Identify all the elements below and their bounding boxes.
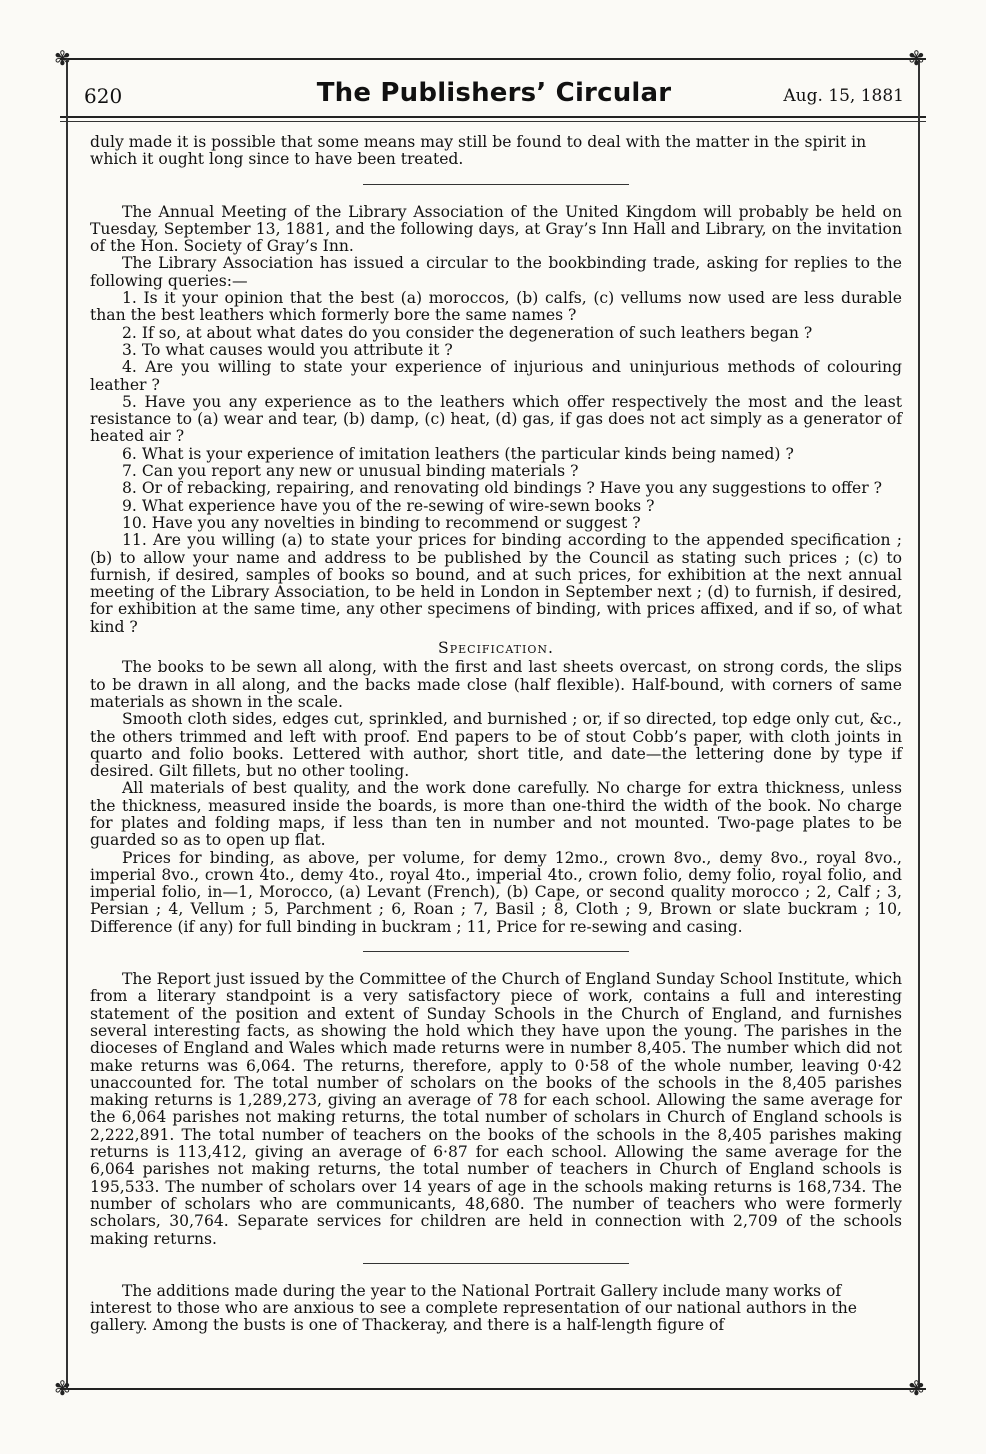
specification-paragraph: All materials of best quality, and the work done carefully. No charge for extra thickness, unless the thickness, measured inside the boards, is more than one-third the width of the book. No charge for plates and folding maps, if less than ten in number and not mounted. Two-page plates to be guarded so as to open up flat. bbox=[90, 779, 902, 850]
query-item: 3. To what causes would you attribute it ? bbox=[122, 340, 453, 359]
query-item: 11. Are you willing (a) to state your prices for binding according to the appended specification ; (b) to allow your name and address to be published by the Council as stating such prices ; (c) to furnish, if desired, samples of books so bound, and at such prices, for exhibition at the next annual meeting of the Library Association, to be held in London in September next ; (d) to furnish, if desired, for exhibition at the same time, any other specimens of binding, with prices affixed, and if so, of what kind ? bbox=[90, 531, 902, 636]
query-item: 1. Is it your opinion that the best (a) moroccos, (b) calfs, (c) vellums now used are less durable than the best leathers which formerly bore the same names ? bbox=[90, 289, 902, 325]
right-border bbox=[918, 58, 920, 1390]
specification-paragraph: Smooth cloth sides, edges cut, sprinkled, and burnished ; or, if so directed, top edge only cut, &c., the others trimmed and left with proof. End papers to be of stout Cobb’s paper, with cloth joints in quarto and folio books. Lettered with author, short title, and date—the lettering done by type if desired. Gilt fillets, but no other tooling. bbox=[90, 710, 902, 781]
page-number: 620 bbox=[84, 84, 123, 108]
page-header bbox=[84, 78, 904, 112]
sunday-school-report-paragraph: The Report just issued by the Committee of the Church of England Sunday School Institute, which from a literary standpoint is a very satisfactory piece of work, contains a full and interesting statement of the position and extent of Sunday Schools in the Church of England, and furnishes several interesting facts, as showing the hold which they have upon the young. The parishes in the dioceses of England and Wales which made returns were in number 8,405. The number which did not make returns was 6,064. The returns, therefore, apply to 0·58 of the whole number, leaving 0·42 unaccounted for. The total number of scholars on the books of the schools in the 8,405 parishes making returns is 1,289,273, giving an average of 78 for each school. Allowing the same average for the 6,064 parishes not making returns, the total number of scholars in Church of England schools is 2,222,891. The total number of teachers on the books of the schools in the 8,405 parishes making returns is 113,412, giving an average of 6·87 for each school. Allowing the same average for the 6,064 parishes not making returns, the total number of teachers in Church of England schools is 195,533. The number of scholars over 14 years of age in the schools making returns is 168,734. The number of scholars who are communicants, 48,680. The number of teachers who were formerly scholars, 30,764. Separate services for children are held in connection with 2,709 of the schools making returns. bbox=[90, 970, 902, 1248]
specification-paragraph: The books to be sewn all along, with the first and last sheets overcast, on strong cords, the slips to be drawn in all along, and the backs made close (half flexible). Half-bound, with corners of same materials as shown in the scale. bbox=[90, 658, 902, 711]
top-border bbox=[60, 58, 926, 60]
bottom-right-ornament-icon: ✾ bbox=[908, 1376, 925, 1400]
top-right-ornament-icon: ✾ bbox=[908, 46, 925, 70]
section-separator bbox=[363, 184, 629, 185]
header-rule-inner bbox=[60, 121, 926, 122]
bottom-left-ornament-icon: ✾ bbox=[54, 1376, 71, 1400]
continuation-paragraph: duly made it is possible that some means may still be found to deal with the matter in the spirit in which it ought long since to have been treated. bbox=[90, 133, 867, 169]
issue-date: Aug. 15, 1881 bbox=[783, 86, 904, 106]
specification-paragraph: Prices for binding, as above, per volume, for demy 12mo., crown 8vo., demy 8vo., royal 8vo., imperial 8vo., crown 4to., demy 4to., royal 4to., imperial 4to., crown folio, demy folio, royal folio, and imperial folio, in—1, Morocco, (a) Levant (French), (b) Cape, or second quality morocco ; 2, Calf ; 3, Persian ; 4, Vellum ; 5, Parchment ; 6, Roan ; 7, Basil ; 8, Cloth ; 9, Brown or slate buckram ; 10, Difference (if any) for full binding in buckram ; 11, Price for re-sewing and casing. bbox=[90, 848, 902, 936]
query-item: 6. What is your experience of imitation leathers (the particular kinds being named) ? bbox=[122, 444, 794, 463]
query-item: 10. Have you any novelties in binding to recommend or suggest ? bbox=[122, 513, 641, 532]
specification-heading: Specification. bbox=[438, 639, 554, 658]
library-meeting-paragraph: The Annual Meeting of the Library Association of the United Kingdom will probably be held on Tuesday, September 13, 1881, and the following days, at Gray’s Inn Hall and Library, on the invitation of the Hon. Society of Gray’s Inn. bbox=[90, 202, 902, 256]
query-item: 5. Have you any experience as to the leathers which offer respectively the most and the least resistance to (a) wear and tear, (b) damp, (c) heat, (d) gas, if gas does not act simply as a generator of heated air ? bbox=[90, 392, 902, 446]
journal-title: The Publishers’ Circular bbox=[316, 78, 672, 108]
section-separator bbox=[363, 951, 629, 952]
query-item: 7. Can you report any new or unusual binding materials ? bbox=[122, 462, 579, 481]
header-rule bbox=[60, 116, 926, 118]
left-border bbox=[66, 58, 68, 1390]
query-item: 9. What experience have you of the re-sewing of wire-sewn books ? bbox=[122, 496, 655, 515]
circular-intro-paragraph: The Library Association has issued a circular to the bookbinding trade, asking for replies to the following queries:— bbox=[90, 254, 902, 290]
top-left-ornament-icon: ✾ bbox=[54, 46, 71, 70]
section-separator bbox=[363, 1263, 629, 1264]
query-item: 2. If so, at about what dates do you consider the degeneration of such leathers began ? bbox=[122, 323, 813, 342]
page-content bbox=[90, 134, 902, 1335]
query-item: 4. Are you willing to state your experience of injurious and uninjurious methods of colouring leather ? bbox=[90, 358, 902, 394]
portrait-gallery-paragraph: The additions made during the year to the National Portrait Gallery include many works of interest to those who are anxious to see a complete representation of our national authors in the gallery. Among the busts is one of Thackeray, and there is a half-length figure of bbox=[90, 1281, 857, 1335]
query-item: 8. Or of rebacking, repairing, and renovating old bindings ? Have you any suggestions to offer ? bbox=[122, 479, 883, 498]
bottom-border bbox=[60, 1388, 926, 1390]
